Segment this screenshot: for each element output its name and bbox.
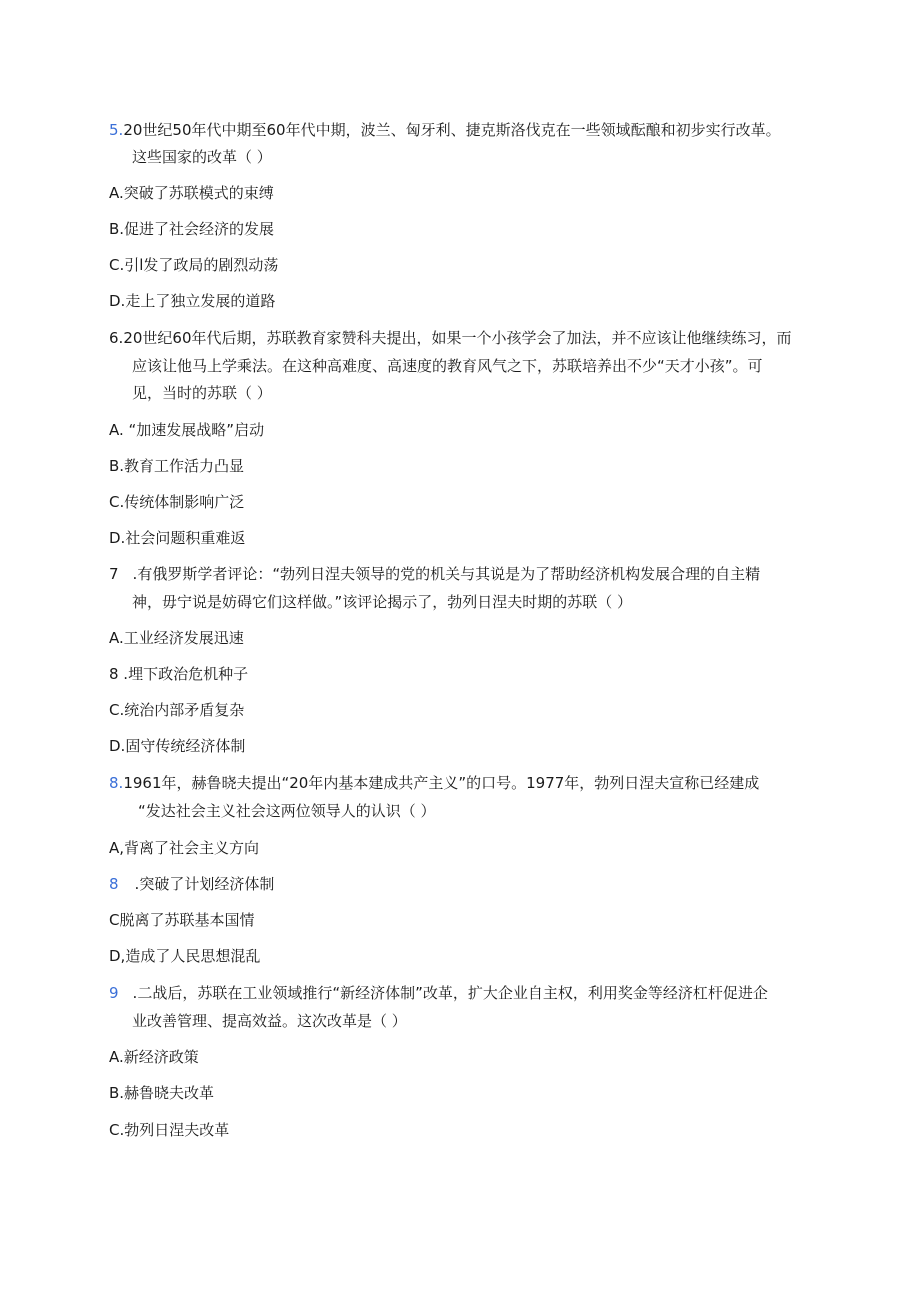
question-7-stem: .有俄罗斯学者评论：“勃列日涅夫领导的党的机关与其说是为了帮助经济机构发展合理的自主精: [132, 565, 761, 583]
question-9-option-c: C.勃列日涅夫改革: [109, 1121, 230, 1139]
question-9-number: 9: [109, 984, 119, 1002]
question-6-option-d: D.社会问题积重难返: [109, 529, 246, 547]
question-7-option-a: A.工业经济发展迅速: [109, 629, 244, 647]
question-8-line-2: “发达社会主义社会这两位领导人的认识（ ）: [138, 802, 436, 820]
question-8-option-a: A,背离了社会主义方向: [109, 839, 260, 857]
question-8-line-1: [109, 773, 759, 793]
question-5-line-1: [109, 120, 781, 140]
question-8-stem: 1961年，赫鲁晓夫提出“20年内基本建成共产主义”的口号。1977年，勃列日涅夫宣称已经建成: [123, 774, 760, 792]
question-6-stem: 20世纪60年代后期，苏联教育家赞科夫提出，如果一个小孩学会了加法，并不应该让他继续练习，而: [123, 329, 792, 347]
question-6-line-3: 见，当时的苏联（ ）: [132, 384, 272, 402]
question-6-number: 6.: [109, 329, 124, 347]
question-5-option-c: C.引l发了政局的剧烈动荡: [109, 256, 279, 274]
question-8-option-d: D,造成了人民思想混乱: [109, 947, 261, 965]
question-6-line-1: [109, 328, 792, 348]
question-5-number: 5.: [109, 121, 124, 139]
question-5-option-b: B.促进了社会经济的发展: [109, 220, 275, 238]
question-6-option-c: C.传统体制影响广泛: [109, 493, 245, 511]
question-9-line-2: 业改善管理、提高效益。这次改革是（ ）: [132, 1012, 407, 1030]
question-8-option-b: .突破了计划经济体制: [134, 875, 275, 893]
question-9-option-a: A.新经济政策: [109, 1048, 199, 1066]
question-7-option-c: C.统治内部矛盾复杂: [109, 701, 245, 719]
question-7-line-2: 神，毋宁说是妨碍它们这样做。”该评论揭示了，勃列日涅夫时期的苏联（ ）: [132, 593, 633, 611]
question-7-line-1: [109, 564, 760, 584]
question-7-number: 7: [109, 565, 119, 583]
question-5-line-2: 这些国家的改革（ ）: [132, 148, 272, 166]
question-8-option-c: C脱离了苏联基本国情: [109, 911, 255, 929]
question-9-line-1: [109, 983, 768, 1003]
question-5-option-d: D.走上了独立发展的道路: [109, 292, 276, 310]
question-8-number: 8.: [109, 774, 124, 792]
question-7-option-b: 8 .埋下政治危机种子: [109, 665, 249, 683]
question-6-option-b: B.教育工作活力凸显: [109, 457, 245, 475]
question-8-option-b-line: [109, 874, 274, 894]
question-8-option-b-number: 8: [109, 875, 119, 893]
question-5-stem: 20世纪50年代中期至60年代中期，波兰、匈牙利、捷克斯洛伐克在一些领域酝酿和初步实行改革。: [123, 121, 781, 139]
question-9-option-b: B.赫鲁晓夫改革: [109, 1084, 215, 1102]
question-5-option-a: A.突破了苏联模式的束缚: [109, 184, 274, 202]
question-7-option-d: D.固守传统经济体制: [109, 737, 246, 755]
question-6-option-a: A. “加速发展战略”启动: [109, 421, 265, 439]
question-6-line-2: 应该让他马上学乘法。在这种高难度、高速度的教育风气之下，苏联培养出不少“天才小孩”。可: [132, 357, 763, 375]
question-9-stem: .二战后，苏联在工业领域推行“新经济体制”改革，扩大企业自主权，利用奖金等经济杠杆促进企: [132, 984, 768, 1002]
